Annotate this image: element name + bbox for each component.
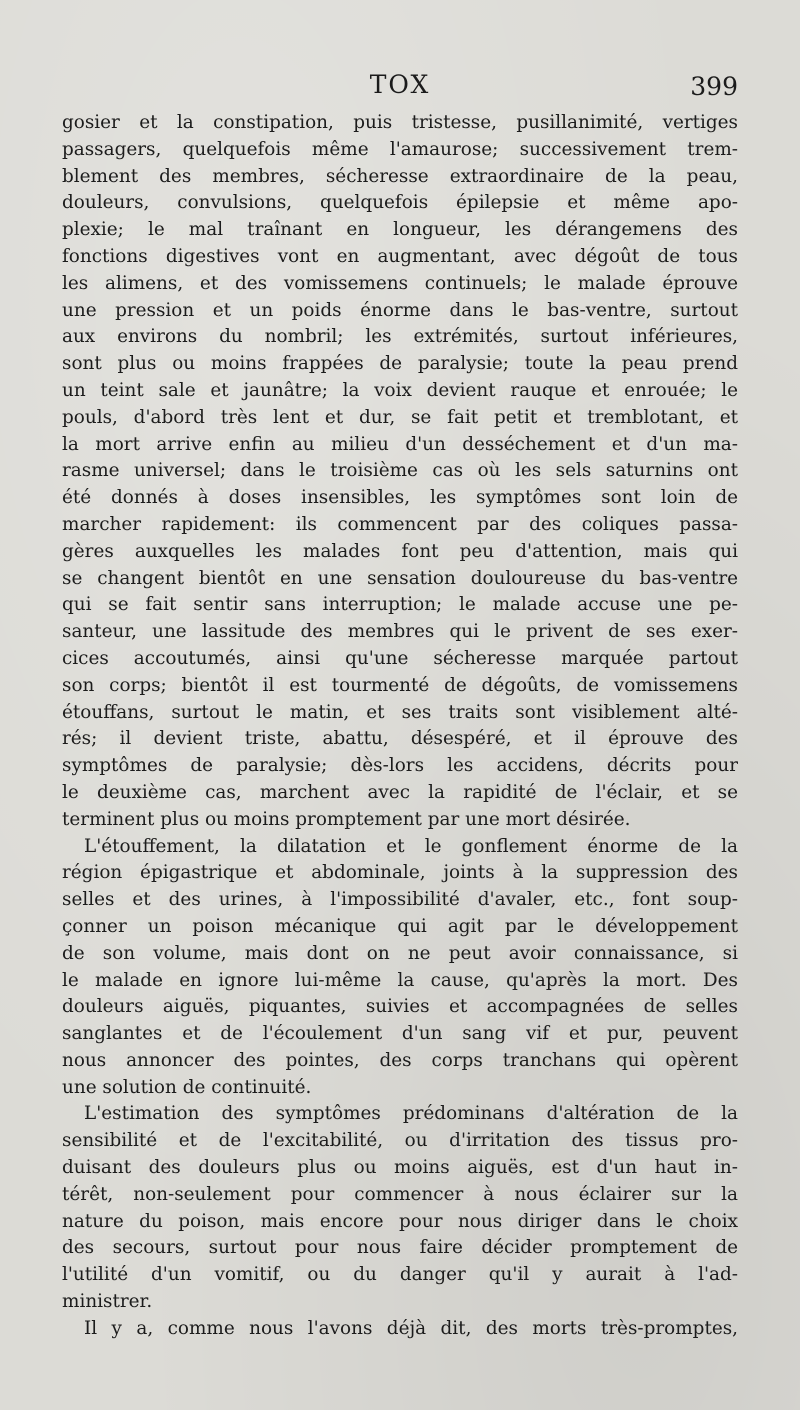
text-line: rés; il devient triste, abattu, désespéré, et il éprouve des: [62, 728, 738, 750]
text-line: région épigastrique et abdominale, joints à la suppression des: [62, 862, 738, 884]
text-line: le deuxième cas, marchent avec la rapidité de l'éclair, et se: [62, 781, 738, 803]
text-line: pouls, d'abord très lent et dur, se fait petit et tremblotant, et: [62, 406, 738, 428]
text-line: duisant des douleurs plus ou moins aiguës, est d'un haut in-: [62, 1157, 738, 1179]
text-line: L'étouffement, la dilatation et le gonflement énorme de la: [84, 835, 738, 857]
text-line: le malade en ignore lui-même la cause, qu'après la mort. Des: [62, 969, 738, 991]
text-line: son corps; bientôt il est tourmenté de dégoûts, de vomissemens: [62, 674, 738, 696]
text-line: une pression et un poids énorme dans le bas-ventre, surtout: [62, 299, 738, 321]
text-line: l'utilité d'un vomitif, ou du danger qu'il y aurait à l'ad-: [62, 1264, 738, 1286]
text-line: plexie; le mal traînant en longueur, les dérangemens des: [62, 219, 738, 241]
text-line: gères auxquelles les malades font peu d'attention, mais qui: [62, 540, 738, 562]
text-line: symptômes de paralysie; dès-lors les accidens, décrits pour: [62, 755, 738, 777]
text-line: étouffans, surtout le matin, et ses traits sont visiblement alté-: [62, 701, 738, 723]
text-line: un teint sale et jaunâtre; la voix devient rauque et enrouée; le: [62, 379, 738, 401]
text-line: aux environs du nombril; les extrémités, surtout inférieures,: [62, 326, 738, 348]
text-line: nous annoncer des pointes, des corps tranchans qui opèrent: [62, 1049, 738, 1071]
text-line: santeur, une lassitude des membres qui le privent de ses exer-: [62, 621, 738, 643]
text-line: Il y a, comme nous l'avons déjà dit, des morts très-promptes,: [84, 1317, 738, 1339]
text-line: sanglantes et de l'écoulement d'un sang vif et pur, peuvent: [62, 1023, 738, 1045]
text-line: de son volume, mais dont on ne peut avoir connaissance, si: [62, 942, 738, 964]
body-text: [62, 110, 738, 1343]
text-line: les alimens, et des vomissemens continuels; le malade éprouve: [62, 272, 738, 294]
text-line: une solution de continuité.: [62, 1076, 312, 1098]
text-line: térêt, non-seulement pour commencer à nous éclairer sur la: [62, 1183, 738, 1205]
page-number: 399: [690, 72, 738, 101]
text-line: gosier et la constipation, puis tristesse, pusillanimité, vertiges: [62, 112, 738, 133]
text-line: des secours, surtout pour nous faire décider promptement de: [62, 1237, 738, 1259]
text-line: cices accoutumés, ainsi qu'une sécheresse marquée partout: [62, 647, 738, 669]
paragraph: [62, 110, 738, 834]
text-line: la mort arrive enfin au milieu d'un desséchement et d'un ma-: [62, 433, 738, 455]
text-line: L'estimation des symptômes prédominans d'altération de la: [84, 1103, 738, 1125]
text-line: qui se fait sentir sans interruption; le malade accuse une pe-: [62, 594, 738, 616]
page-header: [62, 70, 738, 110]
text-line: sont plus ou moins frappées de paralysie; toute la peau prend: [62, 353, 738, 375]
text-line: douleurs aiguës, piquantes, suivies et accompagnées de selles: [62, 996, 738, 1018]
text-line: ministrer.: [62, 1291, 153, 1313]
text-line: douleurs, convulsions, quelquefois épilepsie et même apo-: [62, 192, 738, 214]
text-line: terminent plus ou moins promptement par une mort désirée.: [62, 808, 631, 830]
paragraph: [62, 834, 738, 1102]
text-line: sensibilité et de l'excitabilité, ou d'irritation des tissus pro-: [62, 1130, 738, 1152]
text-line: selles et des urines, à l'impossibilité d'avaler, etc., font soup-: [62, 889, 738, 911]
text-line: se changent bientôt en une sensation douloureuse du bas-ventre: [62, 567, 738, 589]
text-line: passagers, quelquefois même l'amaurose; successivement trem-: [62, 138, 738, 160]
running-head: TOX: [369, 70, 431, 99]
text-line: fonctions digestives vont en augmentant, avec dégoût de tous: [62, 245, 738, 267]
text-line: çonner un poison mécanique qui agit par le développement: [62, 915, 738, 937]
text-line: été donnés à doses insensibles, les symptômes sont loin de: [62, 487, 738, 509]
paragraph: [62, 1316, 738, 1343]
paragraph: [62, 1101, 738, 1315]
text-line: marcher rapidement: ils commencent par des coliques passa-: [62, 513, 738, 535]
text-line: blement des membres, sécheresse extraordinaire de la peau,: [62, 165, 738, 187]
text-line: rasme universel; dans le troisième cas où les sels saturnins ont: [62, 460, 738, 482]
text-line: nature du poison, mais encore pour nous diriger dans le choix: [62, 1210, 738, 1232]
